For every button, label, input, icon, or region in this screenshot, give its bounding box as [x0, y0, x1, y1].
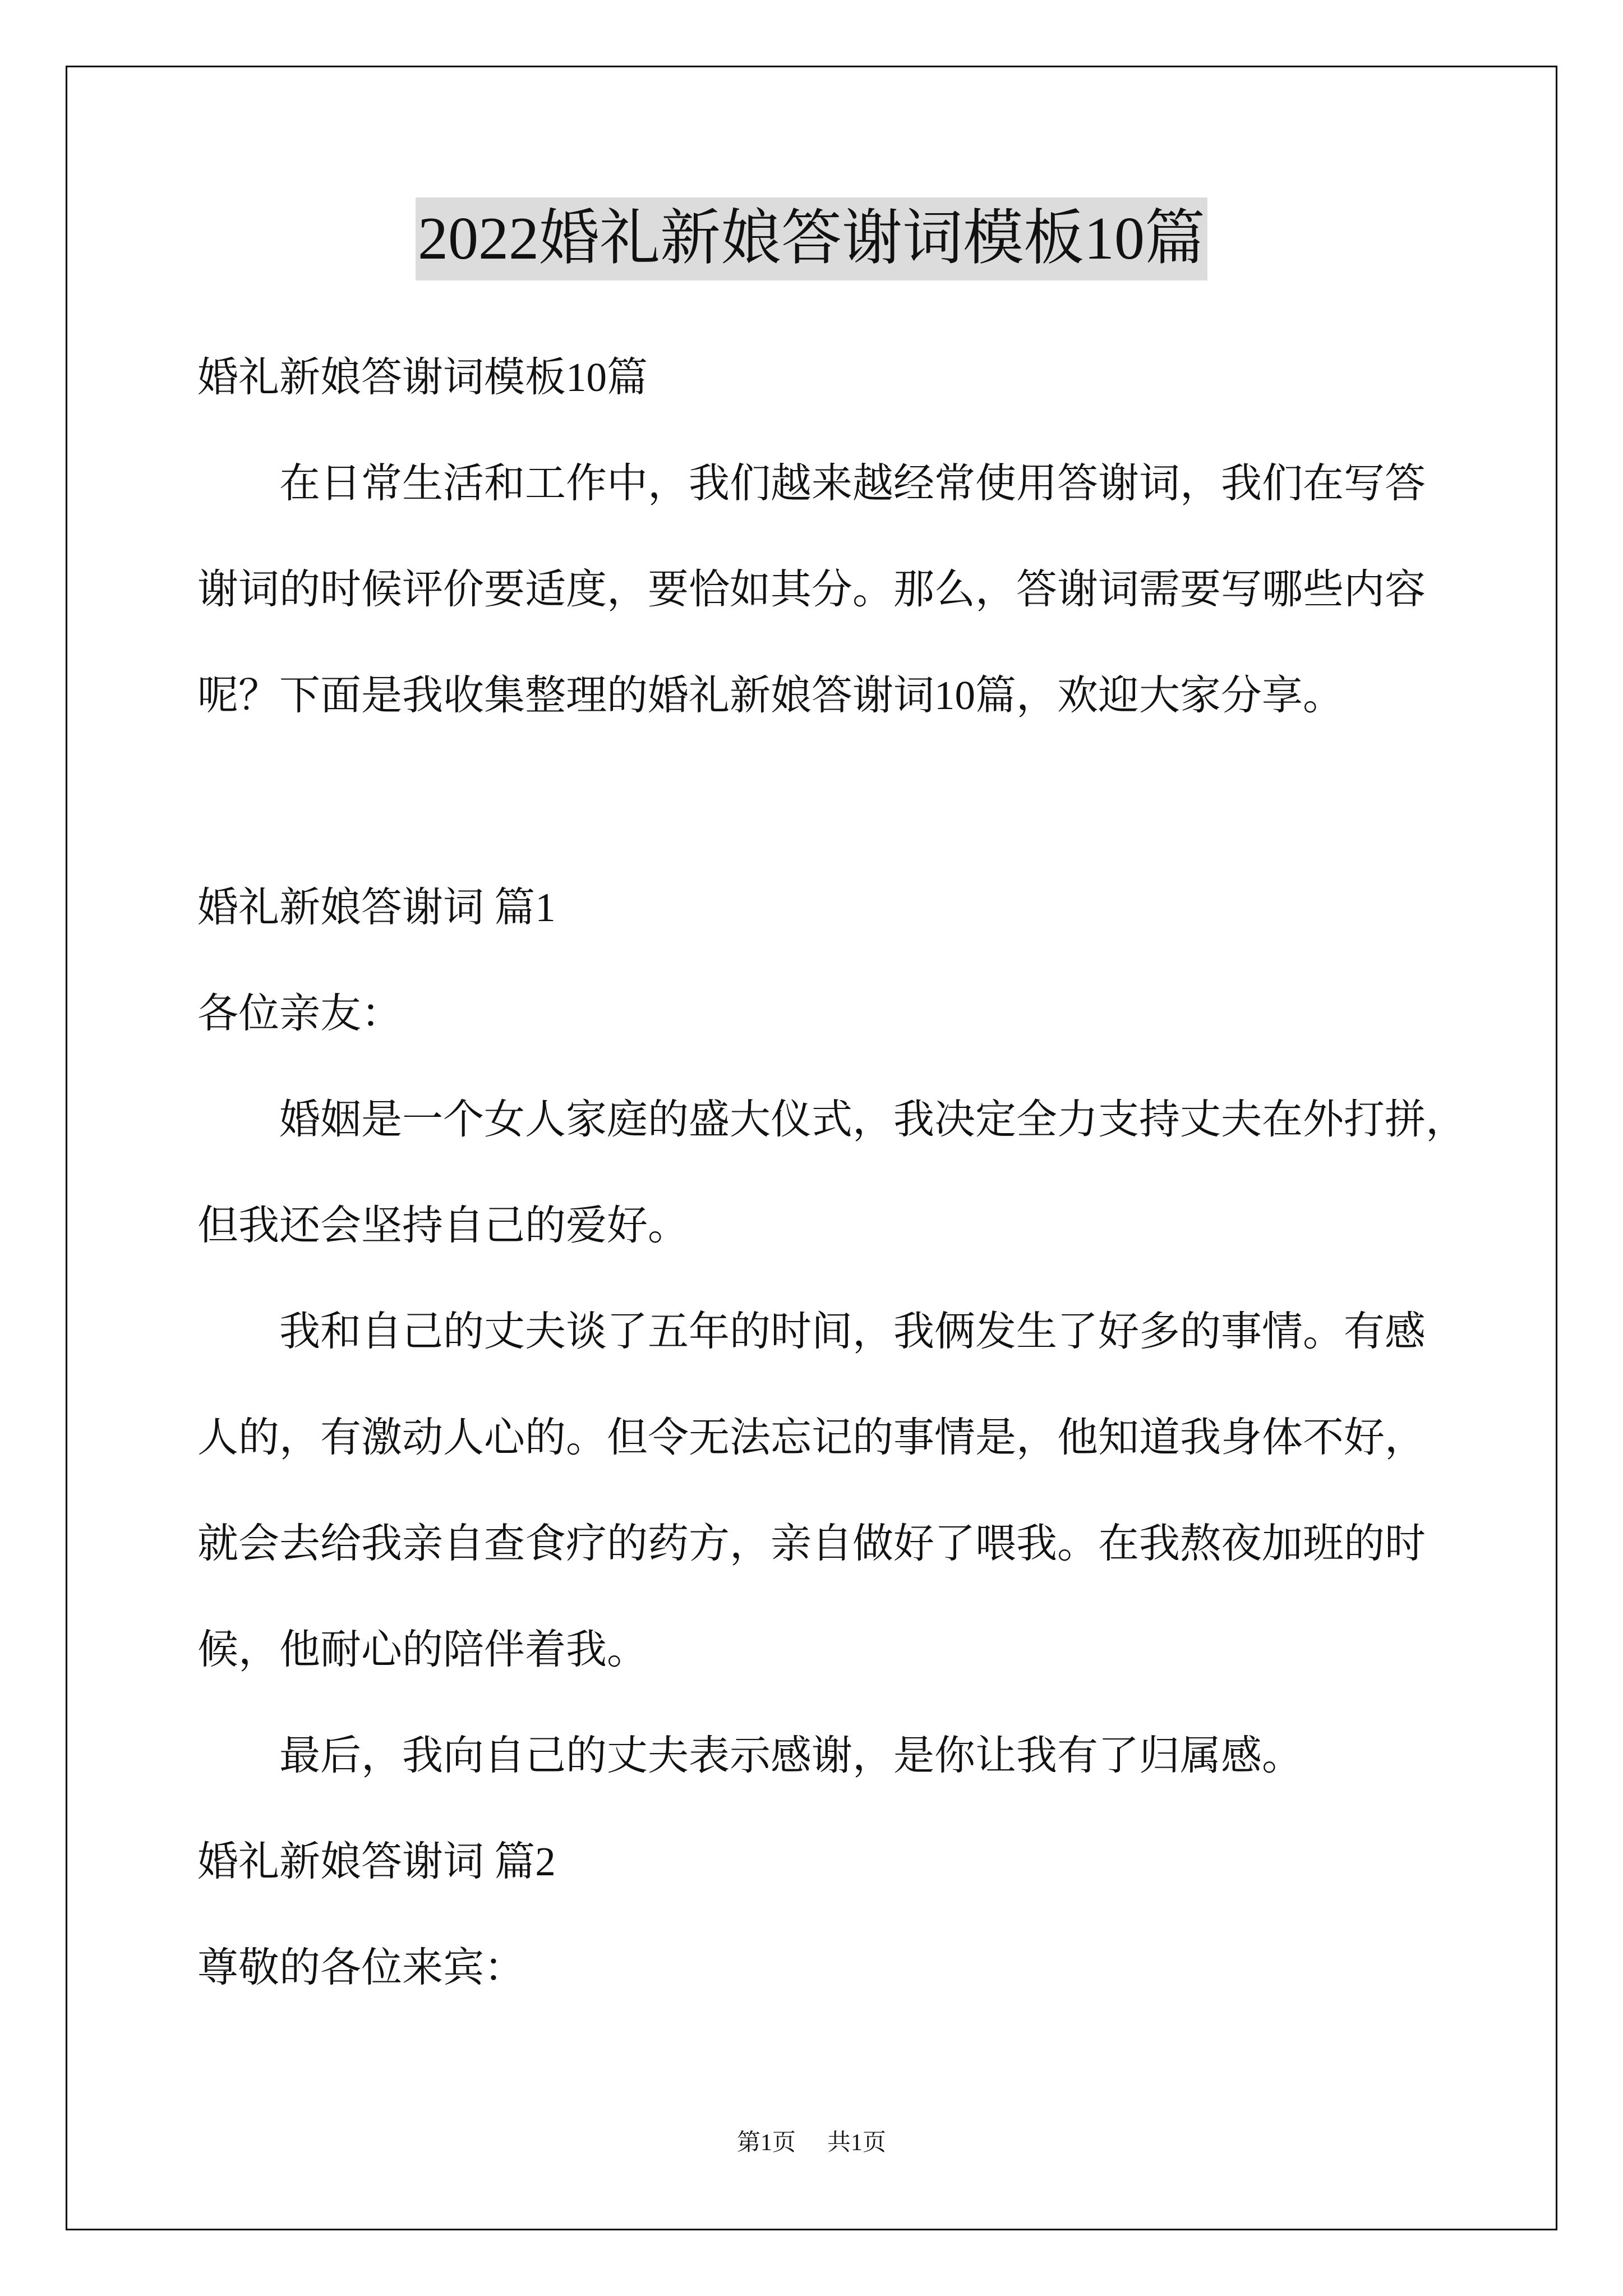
text-line: 就会去给我亲自查食疗的药方，亲自做好了喂我。在我熬夜加班的时 — [197, 1521, 1426, 1566]
page-count: 共1页 — [827, 2130, 887, 2156]
paragraph — [197, 1703, 1532, 1809]
page-number: 第1页 — [736, 2130, 796, 2156]
title-row — [66, 197, 1557, 280]
salutation: 各位亲友： — [197, 991, 402, 1036]
text-line: 我和自己的丈夫谈了五年的时间，我俩发生了好多的事情。有感 — [279, 1309, 1426, 1354]
section-heading: 婚礼新娘答谢词 篇2 — [197, 1839, 556, 1884]
subtitle: 婚礼新娘答谢词模板10篇 — [197, 355, 648, 400]
section-1 — [197, 854, 1532, 1809]
document-title: 2022婚礼新娘答谢词模板10篇 — [416, 197, 1207, 280]
salutation: 尊敬的各位来宾： — [197, 1945, 525, 1990]
document-body — [197, 324, 1532, 2021]
page-footer — [66, 2128, 1557, 2157]
section-2 — [197, 1809, 1532, 2021]
text-line: 最后，我向自己的丈夫表示感谢，是你让我有了归属感。 — [279, 1733, 1303, 1778]
text-line: 在日常生活和工作中，我们越来越经常使用答谢词，我们在写答 — [279, 461, 1426, 506]
text-line: 人的，有激动人心的。但令无法忘记的事情是，他知道我身体不好， — [197, 1415, 1426, 1460]
paragraph — [197, 1278, 1532, 1703]
text-line: 谢词的时候评价要适度，要恰如其分。那么，答谢词需要写哪些内容 — [197, 567, 1426, 612]
intro-paragraph — [197, 430, 1532, 748]
paragraph — [197, 1066, 1532, 1278]
text-line: 但我还会坚持自己的爱好。 — [197, 1203, 689, 1248]
text-line: 候，他耐心的陪伴着我。 — [197, 1627, 648, 1672]
text-line: 婚姻是一个女人家庭的盛大仪式，我决定全力支持丈夫在外打拼， — [279, 1097, 1467, 1142]
text-line: 呢？下面是我收集整理的婚礼新娘答谢词10篇，欢迎大家分享。 — [197, 673, 1344, 718]
section-heading: 婚礼新娘答谢词 篇1 — [197, 885, 556, 930]
